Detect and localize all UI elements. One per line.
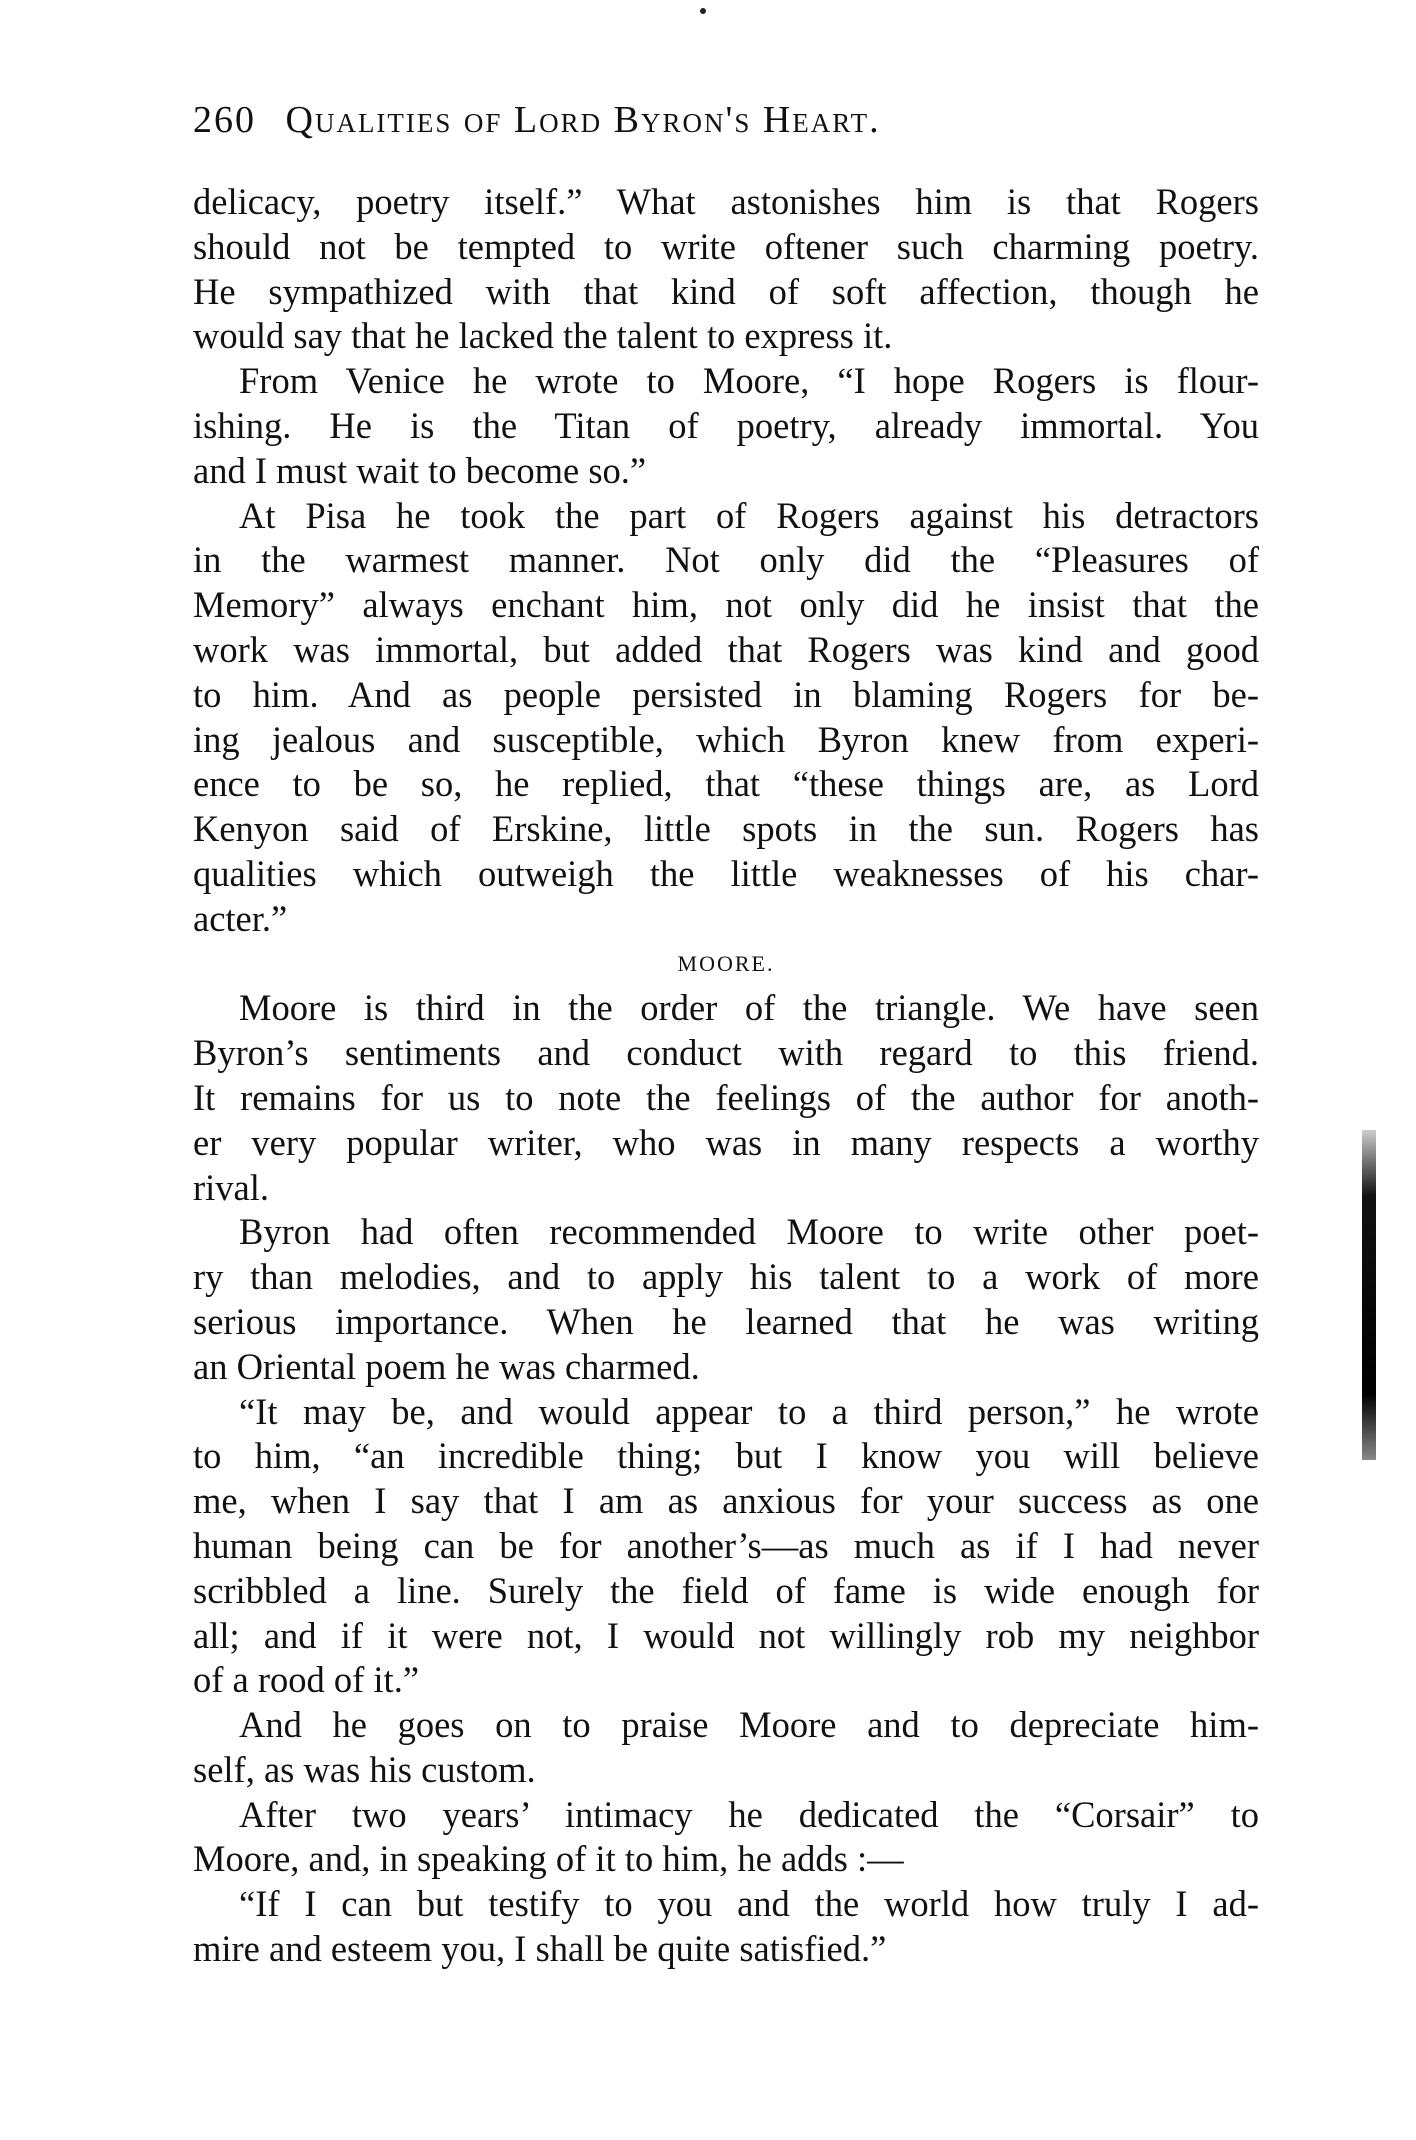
text-line: He sympathized with that kind of soft affection, though he — [193, 270, 1259, 312]
text-line: Memory” always enchant him, not only did he insist that the — [193, 584, 1259, 626]
text-line: It remains for us to note the feelings of the author for anoth- — [193, 1076, 1259, 1118]
text-line: ing jealous and susceptible, which Byron knew from experi- — [193, 718, 1259, 760]
text-line: “If I can but testify to you and the world how truly I ad- — [239, 1883, 1259, 1925]
text-line: delicacy, poetry itself.” What astonishes him is that Rogers — [193, 181, 1259, 222]
text-line: work was immortal, but added that Rogers was kind and good — [193, 628, 1259, 670]
text-line: to him. And as people persisted in blaming Rogers for be- — [193, 673, 1259, 715]
running-title: Qualities of Lord Byron's Heart. — [285, 99, 881, 141]
text-line: should not be tempted to write oftener such charming poetry. — [193, 225, 1259, 267]
text-line: would say that he lacked the talent to express it. — [193, 315, 893, 357]
text-line: to him, “an incredible thing; but I know you will believe — [193, 1435, 1259, 1477]
ink-dot — [700, 8, 706, 14]
text-line: me, when I say that I am as anxious for your success as one — [193, 1480, 1259, 1522]
text-line: of a rood of it.” — [193, 1659, 420, 1701]
text-line: human being can be for another’s—as much as if I had never — [193, 1524, 1259, 1566]
text-line: self, as was his custom. — [193, 1748, 536, 1790]
text-line: an Oriental poem he was charmed. — [193, 1345, 700, 1387]
text-line: rival. — [193, 1166, 270, 1208]
text-line: After two years’ intimacy he dedicated the “Corsair” to — [239, 1793, 1259, 1835]
text-line: ry than melodies, and to apply his talent to a work of more — [193, 1256, 1259, 1298]
text-line: Kenyon said of Erskine, little spots in the sun. Rogers has — [193, 808, 1259, 850]
text-line: and I must wait to become so.” — [193, 449, 647, 491]
text-line: all; and if it were not, I would not willingly rob my neighbor — [193, 1614, 1259, 1656]
page-body — [193, 180, 1259, 1972]
section-heading: MOORE. — [677, 950, 775, 976]
text-line: Byron had often recommended Moore to write other poet- — [239, 1211, 1259, 1253]
text-line: er very popular writer, who was in many respects a worthy — [193, 1121, 1259, 1163]
text-line: ishing. He is the Titan of poetry, already immortal. You — [193, 404, 1259, 446]
page-number: 260 — [193, 99, 256, 141]
text-line: Byron’s sentiments and conduct with regard to this friend. — [193, 1032, 1259, 1074]
text-line: And he goes on to praise Moore and to depreciate him- — [239, 1704, 1259, 1746]
text-line: scribbled a line. Surely the field of fame is wide enough for — [193, 1569, 1259, 1611]
text-line: acter.” — [193, 897, 288, 939]
running-header — [193, 98, 1259, 142]
text-line: qualities which outweigh the little weaknesses of his char- — [193, 852, 1259, 894]
text-line: Moore is third in the order of the triangle. We have seen — [239, 987, 1259, 1029]
text-line: “It may be, and would appear to a third person,” he wrote — [239, 1390, 1259, 1432]
text-line: in the warmest manner. Not only did the “Pleasures of — [193, 539, 1259, 581]
text-line: ence to be so, he replied, that “these things are, as Lord — [193, 763, 1259, 805]
text-line: At Pisa he took the part of Rogers against his detractors — [239, 494, 1259, 536]
text-line: mire and esteem you, I shall be quite satisfied.” — [193, 1928, 887, 1970]
text-line: serious importance. When he learned that he was writing — [193, 1300, 1259, 1342]
text-line: From Venice he wrote to Moore, “I hope Rogers is flour- — [239, 360, 1259, 402]
scan-edge-mark — [1362, 1130, 1376, 1460]
text-line: Moore, and, in speaking of it to him, he adds :— — [193, 1838, 904, 1880]
